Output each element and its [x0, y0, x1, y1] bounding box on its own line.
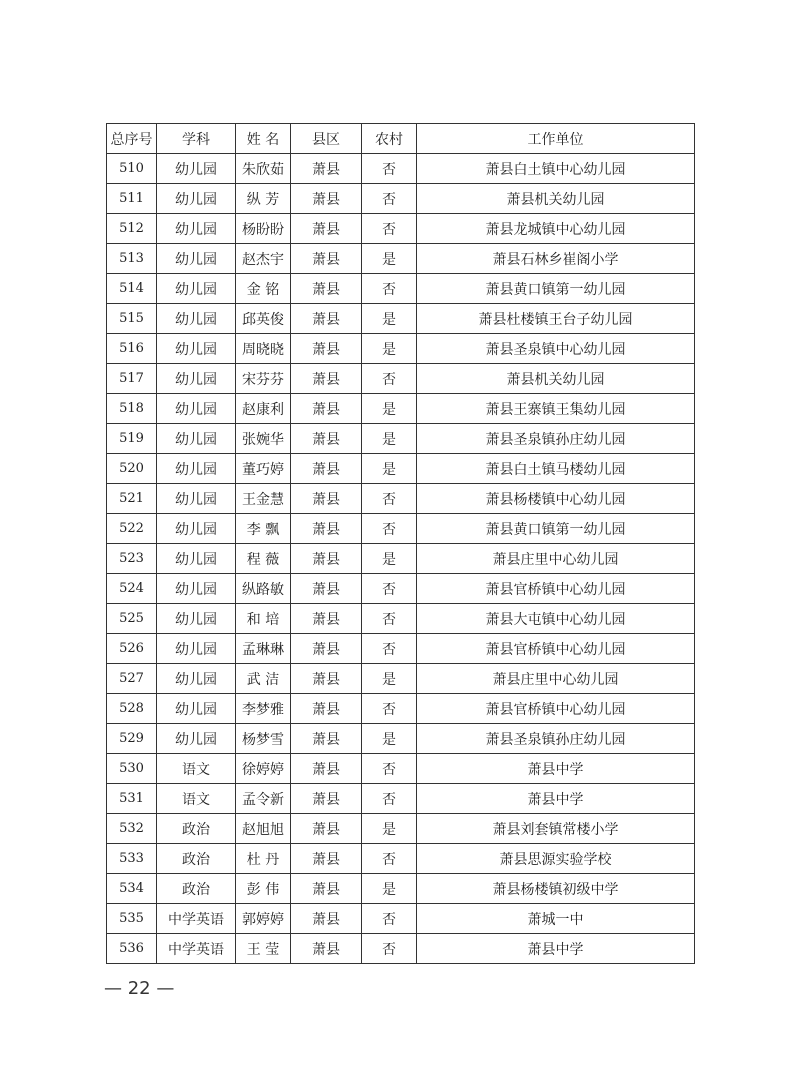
cell-serial: 519 [107, 424, 157, 454]
cell-rural: 是 [362, 544, 417, 574]
cell-name: 邱英俊 [236, 304, 291, 334]
cell-workplace: 萧县杨楼镇初级中学 [417, 874, 695, 904]
cell-workplace: 萧县思源实验学校 [417, 844, 695, 874]
cell-subject: 中学英语 [157, 904, 236, 934]
cell-serial: 535 [107, 904, 157, 934]
cell-serial: 514 [107, 274, 157, 304]
cell-subject: 幼儿园 [157, 484, 236, 514]
cell-county: 萧县 [291, 814, 362, 844]
cell-serial: 513 [107, 244, 157, 274]
cell-county: 萧县 [291, 874, 362, 904]
cell-serial: 528 [107, 694, 157, 724]
cell-subject: 政治 [157, 844, 236, 874]
cell-serial: 518 [107, 394, 157, 424]
teacher-roster-table [106, 123, 695, 964]
cell-name: 李梦雅 [236, 694, 291, 724]
cell-workplace: 萧县庄里中心幼儿园 [417, 664, 695, 694]
cell-name: 纵路敏 [236, 574, 291, 604]
cell-name: 徐婷婷 [236, 754, 291, 784]
cell-county: 萧县 [291, 364, 362, 394]
cell-name: 孟令新 [236, 784, 291, 814]
cell-name: 孟琳琳 [236, 634, 291, 664]
cell-subject: 幼儿园 [157, 244, 236, 274]
cell-subject: 幼儿园 [157, 634, 236, 664]
cell-county: 萧县 [291, 844, 362, 874]
cell-rural: 否 [362, 604, 417, 634]
cell-serial: 529 [107, 724, 157, 754]
cell-rural: 否 [362, 184, 417, 214]
cell-workplace: 萧县机关幼儿园 [417, 184, 695, 214]
cell-county: 萧县 [291, 634, 362, 664]
cell-subject: 中学英语 [157, 934, 236, 964]
table-row [107, 154, 695, 184]
cell-county: 萧县 [291, 784, 362, 814]
cell-name: 纵 芳 [236, 184, 291, 214]
table-row [107, 454, 695, 484]
table-row [107, 844, 695, 874]
cell-workplace: 萧县石林乡崔阁小学 [417, 244, 695, 274]
cell-workplace: 萧县圣泉镇中心幼儿园 [417, 334, 695, 364]
cell-county: 萧县 [291, 904, 362, 934]
table-row [107, 394, 695, 424]
table-row [107, 634, 695, 664]
table-row [107, 754, 695, 784]
cell-serial: 531 [107, 784, 157, 814]
cell-rural: 否 [362, 784, 417, 814]
cell-serial: 523 [107, 544, 157, 574]
table-row [107, 334, 695, 364]
cell-subject: 幼儿园 [157, 214, 236, 244]
cell-workplace: 萧县圣泉镇孙庄幼儿园 [417, 724, 695, 754]
cell-serial: 526 [107, 634, 157, 664]
cell-workplace: 萧县刘套镇常楼小学 [417, 814, 695, 844]
header-name: 姓 名 [236, 124, 291, 154]
cell-county: 萧县 [291, 724, 362, 754]
cell-workplace: 萧县杨楼镇中心幼儿园 [417, 484, 695, 514]
cell-rural: 否 [362, 214, 417, 244]
cell-rural: 是 [362, 814, 417, 844]
cell-serial: 517 [107, 364, 157, 394]
cell-workplace: 萧县大屯镇中心幼儿园 [417, 604, 695, 634]
cell-serial: 536 [107, 934, 157, 964]
cell-name: 赵杰宇 [236, 244, 291, 274]
cell-serial: 521 [107, 484, 157, 514]
cell-workplace: 萧县官桥镇中心幼儿园 [417, 694, 695, 724]
cell-workplace: 萧县圣泉镇孙庄幼儿园 [417, 424, 695, 454]
cell-county: 萧县 [291, 454, 362, 484]
cell-serial: 512 [107, 214, 157, 244]
cell-serial: 522 [107, 514, 157, 544]
cell-workplace: 萧县机关幼儿园 [417, 364, 695, 394]
cell-name: 郭婷婷 [236, 904, 291, 934]
cell-workplace: 萧县官桥镇中心幼儿园 [417, 634, 695, 664]
cell-subject: 幼儿园 [157, 724, 236, 754]
cell-subject: 幼儿园 [157, 304, 236, 334]
table-row [107, 934, 695, 964]
table-row [107, 184, 695, 214]
cell-county: 萧县 [291, 274, 362, 304]
cell-rural: 是 [362, 454, 417, 484]
cell-rural: 是 [362, 664, 417, 694]
table-row [107, 424, 695, 454]
cell-rural: 否 [362, 484, 417, 514]
cell-name: 武 洁 [236, 664, 291, 694]
cell-subject: 幼儿园 [157, 334, 236, 364]
cell-subject: 幼儿园 [157, 424, 236, 454]
cell-rural: 是 [362, 244, 417, 274]
table-row [107, 544, 695, 574]
cell-workplace: 萧县中学 [417, 754, 695, 784]
cell-subject: 幼儿园 [157, 574, 236, 604]
table-row [107, 784, 695, 814]
cell-county: 萧县 [291, 334, 362, 364]
cell-subject: 幼儿园 [157, 454, 236, 484]
cell-rural: 否 [362, 514, 417, 544]
table-row [107, 484, 695, 514]
cell-county: 萧县 [291, 184, 362, 214]
cell-name: 程 薇 [236, 544, 291, 574]
cell-county: 萧县 [291, 754, 362, 784]
cell-subject: 幼儿园 [157, 694, 236, 724]
cell-rural: 否 [362, 574, 417, 604]
table-row [107, 574, 695, 604]
table-body [107, 154, 695, 964]
cell-rural: 否 [362, 634, 417, 664]
table-row [107, 514, 695, 544]
cell-workplace: 萧县官桥镇中心幼儿园 [417, 574, 695, 604]
cell-subject: 幼儿园 [157, 184, 236, 214]
cell-rural: 否 [362, 934, 417, 964]
page-number: — 22 — [104, 978, 175, 999]
cell-serial: 533 [107, 844, 157, 874]
cell-serial: 527 [107, 664, 157, 694]
cell-county: 萧县 [291, 394, 362, 424]
table-row [107, 364, 695, 394]
cell-county: 萧县 [291, 694, 362, 724]
table-row [107, 604, 695, 634]
cell-subject: 政治 [157, 874, 236, 904]
cell-name: 杜 丹 [236, 844, 291, 874]
cell-serial: 525 [107, 604, 157, 634]
cell-county: 萧县 [291, 934, 362, 964]
cell-subject: 幼儿园 [157, 544, 236, 574]
table-row [107, 664, 695, 694]
cell-subject: 幼儿园 [157, 514, 236, 544]
cell-rural: 否 [362, 364, 417, 394]
cell-rural: 是 [362, 334, 417, 364]
cell-name: 赵康利 [236, 394, 291, 424]
cell-rural: 否 [362, 274, 417, 304]
cell-subject: 语文 [157, 754, 236, 784]
cell-name: 王 莹 [236, 934, 291, 964]
header-serial: 总序号 [107, 124, 157, 154]
cell-workplace: 萧县杜楼镇王台子幼儿园 [417, 304, 695, 334]
table-row [107, 724, 695, 754]
cell-rural: 是 [362, 394, 417, 424]
cell-name: 董巧婷 [236, 454, 291, 484]
table-row [107, 814, 695, 844]
cell-county: 萧县 [291, 544, 362, 574]
cell-subject: 政治 [157, 814, 236, 844]
table-row [107, 304, 695, 334]
cell-name: 朱欣茹 [236, 154, 291, 184]
table-row [107, 874, 695, 904]
table-row [107, 244, 695, 274]
cell-rural: 否 [362, 904, 417, 934]
header-subject: 学科 [157, 124, 236, 154]
cell-name: 张婉华 [236, 424, 291, 454]
cell-name: 杨盼盼 [236, 214, 291, 244]
cell-workplace: 萧县庄里中心幼儿园 [417, 544, 695, 574]
header-workplace: 工作单位 [417, 124, 695, 154]
cell-serial: 520 [107, 454, 157, 484]
cell-rural: 否 [362, 844, 417, 874]
cell-serial: 530 [107, 754, 157, 784]
table-header-row [107, 124, 695, 154]
cell-serial: 511 [107, 184, 157, 214]
cell-county: 萧县 [291, 244, 362, 274]
cell-name: 王金慧 [236, 484, 291, 514]
cell-serial: 524 [107, 574, 157, 604]
cell-name: 宋芬芬 [236, 364, 291, 394]
cell-county: 萧县 [291, 424, 362, 454]
cell-name: 金 铭 [236, 274, 291, 304]
cell-workplace: 萧县白土镇马楼幼儿园 [417, 454, 695, 484]
cell-subject: 幼儿园 [157, 154, 236, 184]
cell-name: 彭 伟 [236, 874, 291, 904]
cell-rural: 是 [362, 724, 417, 754]
cell-workplace: 萧县中学 [417, 934, 695, 964]
cell-workplace: 萧县王寨镇王集幼儿园 [417, 394, 695, 424]
cell-workplace: 萧县白土镇中心幼儿园 [417, 154, 695, 184]
table-row [107, 274, 695, 304]
cell-workplace: 萧县龙城镇中心幼儿园 [417, 214, 695, 244]
cell-subject: 幼儿园 [157, 364, 236, 394]
cell-name: 李 飘 [236, 514, 291, 544]
cell-subject: 幼儿园 [157, 274, 236, 304]
cell-subject: 幼儿园 [157, 394, 236, 424]
cell-rural: 否 [362, 754, 417, 784]
cell-serial: 515 [107, 304, 157, 334]
cell-county: 萧县 [291, 304, 362, 334]
cell-rural: 否 [362, 694, 417, 724]
cell-rural: 是 [362, 424, 417, 454]
table-row [107, 214, 695, 244]
cell-county: 萧县 [291, 154, 362, 184]
cell-serial: 532 [107, 814, 157, 844]
cell-subject: 幼儿园 [157, 604, 236, 634]
cell-county: 萧县 [291, 574, 362, 604]
cell-county: 萧县 [291, 484, 362, 514]
cell-name: 杨梦雪 [236, 724, 291, 754]
cell-county: 萧县 [291, 604, 362, 634]
table-row [107, 694, 695, 724]
cell-serial: 510 [107, 154, 157, 184]
cell-serial: 534 [107, 874, 157, 904]
cell-subject: 幼儿园 [157, 664, 236, 694]
cell-county: 萧县 [291, 214, 362, 244]
cell-subject: 语文 [157, 784, 236, 814]
cell-rural: 否 [362, 154, 417, 184]
header-rural: 农村 [362, 124, 417, 154]
cell-county: 萧县 [291, 514, 362, 544]
cell-workplace: 萧县黄口镇第一幼儿园 [417, 274, 695, 304]
table-row [107, 904, 695, 934]
cell-rural: 是 [362, 304, 417, 334]
cell-name: 周晓晓 [236, 334, 291, 364]
cell-workplace: 萧城一中 [417, 904, 695, 934]
cell-workplace: 萧县黄口镇第一幼儿园 [417, 514, 695, 544]
cell-workplace: 萧县中学 [417, 784, 695, 814]
cell-name: 和 培 [236, 604, 291, 634]
cell-county: 萧县 [291, 664, 362, 694]
cell-name: 赵旭旭 [236, 814, 291, 844]
cell-serial: 516 [107, 334, 157, 364]
cell-rural: 是 [362, 874, 417, 904]
header-county: 县区 [291, 124, 362, 154]
